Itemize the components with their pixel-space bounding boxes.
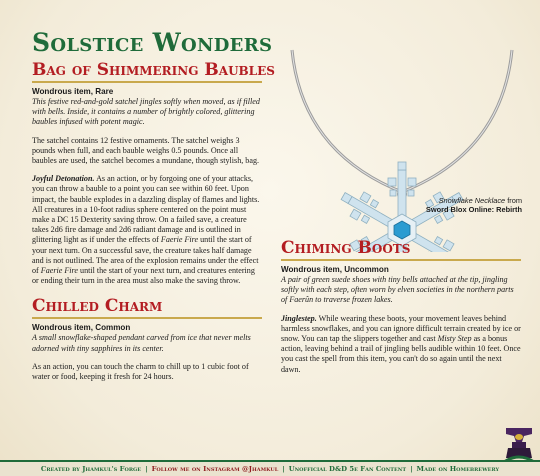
- bag-feature-name: Joyful Detonation.: [32, 174, 95, 184]
- boots-paragraph-1: [281, 314, 521, 375]
- bag-spell-2: Faerie Fire: [40, 266, 78, 276]
- caption-from: from: [505, 196, 522, 205]
- right-column: [281, 238, 521, 383]
- caption-source: Sword Blox Online: Rebirth: [425, 205, 522, 214]
- footer-homebrewery: Made on Homebrewery: [416, 465, 500, 473]
- bag-p2-text-c: until the start of your next turn, and creatures entering or ending their turn in the area must also make the saving throw.: [32, 266, 255, 286]
- bag-title: Bag of Shimmering Baubles: [32, 60, 262, 83]
- boots-flavor: A pair of green suede shoes with tiny bells attached at the tip, jingling softly with each step, often worn by elven societies in the northern parts of Faerûn to traverse frozen lakes.: [281, 275, 514, 305]
- page-title: Solstice Wonders: [32, 28, 273, 57]
- charm-paragraph-1: As an action, you can touch the charm to chill up to 1 cubic foot of water or food, keeping it fresh for 24 hours.: [32, 361, 249, 382]
- charm-section: [32, 296, 262, 382]
- charm-title: Chilled Charm: [32, 296, 262, 319]
- boots-type: Wondrous item, Uncommon: [281, 265, 389, 274]
- boots-p1-text-b: as a bonus action, leaving behind a trail of jingling bells audible within 10 feet. Once you cast the spell from this item, you can't do so again until the next dawn.: [281, 334, 521, 374]
- footer: [0, 460, 540, 476]
- caption-item-name: Snowflake Necklace: [438, 196, 506, 205]
- footer-credit: Created by Jhamkul's Forge: [40, 465, 142, 473]
- boots-spell: Misty Step: [437, 334, 472, 344]
- bag-spell-1: Faerie Fire: [160, 235, 199, 245]
- boots-section: [281, 238, 521, 375]
- left-column: [32, 60, 275, 390]
- charm-flavor: A small snowflake-shaped pendant carved from ice that never melts adorned with tiny sapphires in its center.: [32, 333, 251, 353]
- bag-section: [32, 60, 275, 286]
- footer-separator: |: [410, 465, 413, 473]
- footer-instagram-link[interactable]: Follow me on Instagram @Jhamkul: [151, 465, 279, 473]
- footer-separator: |: [145, 465, 148, 473]
- footer-fan-content: Unofficial D&D 5e Fan Content: [288, 465, 407, 473]
- bag-p2-text-a: As an action, or by forgoing one of your attacks, you can throw a bauble to a point you can see within 60 feet. Upon impact, the bauble explodes in a dazzling display of flames and lights. All creatures in a 10-foot radius sphere centered on the point must make a DC 15 Dexterity saving throw. On a failed save, a creature takes 2d6 fire damage and 2d6 radiant damage and is outlined in glittering light as if under the effects of: [32, 174, 260, 245]
- boots-feature-name: Jinglestep.: [281, 313, 317, 323]
- boots-title: Chiming Boots: [281, 238, 521, 261]
- image-caption: [356, 196, 522, 214]
- bag-p2-text-b: until the start of your next turn. On a successful save, the creature takes half damage and is not outlined. The area of the explosion remains under the effect of: [32, 235, 259, 276]
- bag-paragraph-1: The satchel contains 12 festive ornaments. The satchel weighs 3 pounds when full, and each bauble weighs 0.5 pounds. Once all baubles are used, the satchel becomes a mundane, though stylish, bag.: [32, 135, 260, 166]
- footer-separator: |: [282, 465, 285, 473]
- bag-type: Wondrous item, Rare: [32, 87, 114, 96]
- bag-flavor: This festive red-and-gold satchel jingles softly when moved, as if filled with bells. Inside, it contains a number of brightly colored, glittering baubles infused with potent magic.: [32, 97, 260, 127]
- boots-p1-text-a: While wearing these boots, your movement leaves behind harmless snowflakes, and you can ignore difficult terrain created by ice or snow. You can tap the slippers together and cast: [281, 313, 521, 344]
- bag-paragraph-2: [32, 174, 262, 286]
- charm-type: Wondrous item, Common: [32, 323, 131, 333]
- snowflake-necklace-illustration: [282, 42, 522, 252]
